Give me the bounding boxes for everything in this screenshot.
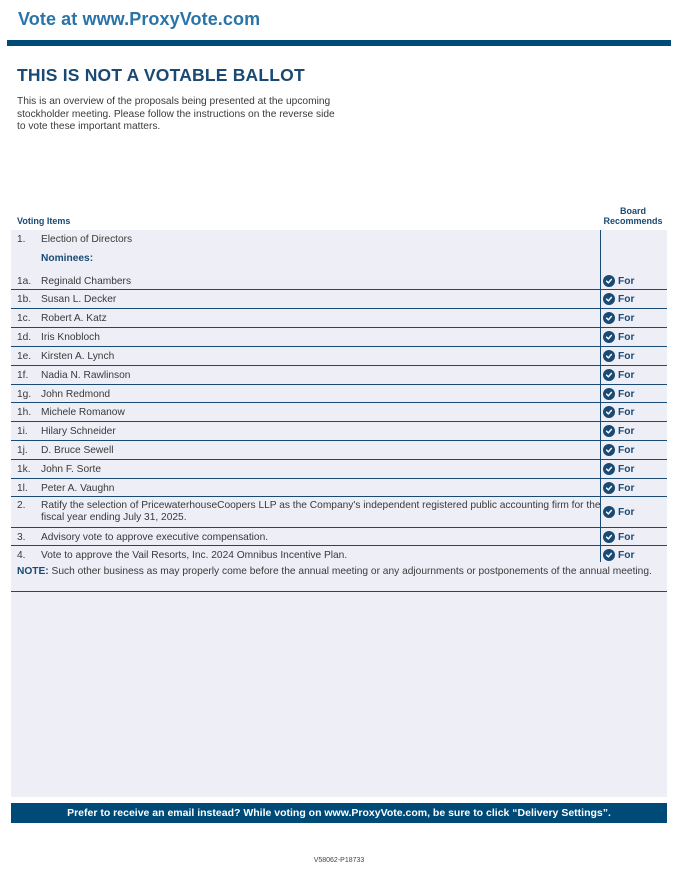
board-recommendation	[603, 531, 634, 543]
intro-text: This is an overview of the proposals being presented at the upcoming stockholder meeting. Please follow the instructions on the reverse side to vote these important matters.	[17, 96, 335, 132]
checkmark-circle-icon	[603, 293, 615, 305]
item-number: 1c.	[17, 313, 31, 324]
item-text: John Redmond	[41, 389, 111, 400]
vote-url-header: Vote at www.ProxyVote.com	[18, 9, 261, 29]
checkmark-circle-icon	[603, 369, 615, 381]
board-recommendation	[603, 506, 634, 518]
checkmark-circle-icon	[603, 350, 615, 362]
voting-items-heading: Voting Items	[17, 216, 71, 226]
item-text: D. Bruce Sewell	[41, 445, 114, 456]
item-text: Advisory vote to approve executive compensation.	[41, 532, 269, 543]
table-row	[11, 327, 667, 347]
item-number: 1g.	[17, 389, 32, 400]
checkmark-circle-icon	[603, 549, 615, 561]
table-row	[11, 496, 667, 528]
board-recommendation	[603, 275, 634, 287]
item-text: Michele Romanow	[41, 407, 125, 418]
note-body: Such other business as may properly come before the annual meeting or any adjournments or postponements of the annual meeting.	[48, 566, 652, 577]
board-recommendation	[603, 331, 634, 343]
checkmark-circle-icon	[603, 463, 615, 475]
table-row	[11, 289, 667, 309]
item-text: Kirsten A. Lynch	[41, 351, 115, 362]
table-row	[11, 402, 667, 422]
recommendation-label: For	[618, 425, 635, 437]
recommendation-label: For	[618, 331, 635, 343]
recommendation-label: For	[618, 350, 635, 362]
checkmark-circle-icon	[603, 506, 615, 518]
item-number: 1k.	[17, 464, 31, 475]
board-recommendation	[603, 312, 634, 324]
checkmark-circle-icon	[603, 275, 615, 287]
item-number: 1f.	[17, 370, 29, 381]
board-recommendation	[603, 444, 634, 456]
item-text: Election of Directors	[41, 234, 133, 245]
recommendation-label: For	[618, 463, 635, 475]
item-number: 4.	[17, 550, 26, 561]
nominees-label: Nominees:	[41, 253, 94, 264]
item-text: Robert A. Katz	[41, 313, 107, 324]
table-row	[11, 545, 667, 564]
table-row	[11, 527, 667, 546]
item-number: 1e.	[17, 351, 32, 362]
document-code: V58062-P18733	[313, 857, 365, 864]
item-number: 1h.	[17, 407, 32, 418]
item-number: 3.	[17, 532, 26, 543]
table-row	[11, 459, 667, 479]
item-text: Vote to approve the Vail Resorts, Inc. 2024 Omnibus Incentive Plan.	[41, 550, 348, 561]
item-number: 1b.	[17, 294, 32, 305]
item-number: 1d.	[17, 332, 32, 343]
board-recommends-line2: Recommends	[603, 216, 663, 226]
table-row	[11, 346, 667, 366]
recommendation-label: For	[618, 531, 635, 543]
board-recommendation	[603, 369, 634, 381]
board-recommends-line1: Board	[619, 206, 646, 216]
board-recommendation	[603, 425, 634, 437]
checkmark-circle-icon	[603, 482, 615, 494]
email-delivery-banner: Prefer to receive an email instead? While voting on www.ProxyVote.com, be sure to click “Delivery Settings”.	[11, 803, 667, 823]
item-text: Peter A. Vaughn	[41, 483, 115, 494]
board-recommendation	[603, 293, 634, 305]
table-row	[11, 308, 667, 328]
note-label: NOTE:	[17, 566, 49, 577]
table-row	[11, 365, 667, 385]
recommendation-label: For	[618, 275, 635, 287]
recommendation-label: For	[618, 369, 635, 381]
item-number: 1.	[17, 234, 26, 245]
recommendation-label: For	[618, 549, 635, 561]
recommendation-label: For	[618, 293, 635, 305]
item-text: Susan L. Decker	[41, 294, 117, 305]
checkmark-circle-icon	[603, 312, 615, 324]
recommendation-label: For	[618, 312, 635, 324]
recommendation-label: For	[618, 444, 635, 456]
checkmark-circle-icon	[603, 425, 615, 437]
recommendation-label: For	[618, 482, 635, 494]
item-text: Nadia N. Rawlinson	[41, 370, 131, 381]
table-row	[11, 478, 667, 498]
table-row	[11, 421, 667, 441]
item-number: 1a.	[17, 276, 32, 287]
checkmark-circle-icon	[603, 444, 615, 456]
item-number: 1l.	[17, 483, 28, 494]
checkmark-circle-icon	[603, 331, 615, 343]
recommendation-label: For	[618, 506, 635, 518]
board-recommendation	[603, 350, 634, 362]
table-row	[11, 384, 667, 404]
page-title: THIS IS NOT A VOTABLE BALLOT	[17, 65, 305, 85]
item-text: Hilary Schneider	[41, 426, 116, 437]
recommendation-label: For	[618, 406, 635, 418]
item-text: John F. Sorte	[41, 464, 102, 475]
board-recommendation	[603, 406, 634, 418]
board-recommendation	[603, 463, 634, 475]
item-text: Reginald Chambers	[41, 276, 132, 287]
board-recommendation	[603, 388, 634, 400]
item-number: 1i.	[17, 426, 28, 437]
table-row	[11, 440, 667, 460]
checkmark-circle-icon	[603, 406, 615, 418]
item-text: Iris Knobloch	[41, 332, 100, 343]
note-bottom-border	[11, 591, 667, 592]
checkmark-circle-icon	[603, 531, 615, 543]
board-recommends-heading	[600, 206, 666, 226]
item-text: Ratify the selection of PricewaterhouseCoopers LLP as the Company's independent registered public accounting firm for the fiscal year ending July 31, 2025.	[41, 500, 601, 523]
recommendation-label: For	[618, 388, 635, 400]
item-number: 1j.	[17, 445, 28, 456]
header-divider-bar	[7, 40, 671, 46]
board-recommendation	[603, 482, 634, 494]
note-text	[17, 566, 657, 578]
checkmark-circle-icon	[603, 388, 615, 400]
board-recommendation	[603, 549, 634, 561]
item-number: 2.	[17, 500, 26, 511]
